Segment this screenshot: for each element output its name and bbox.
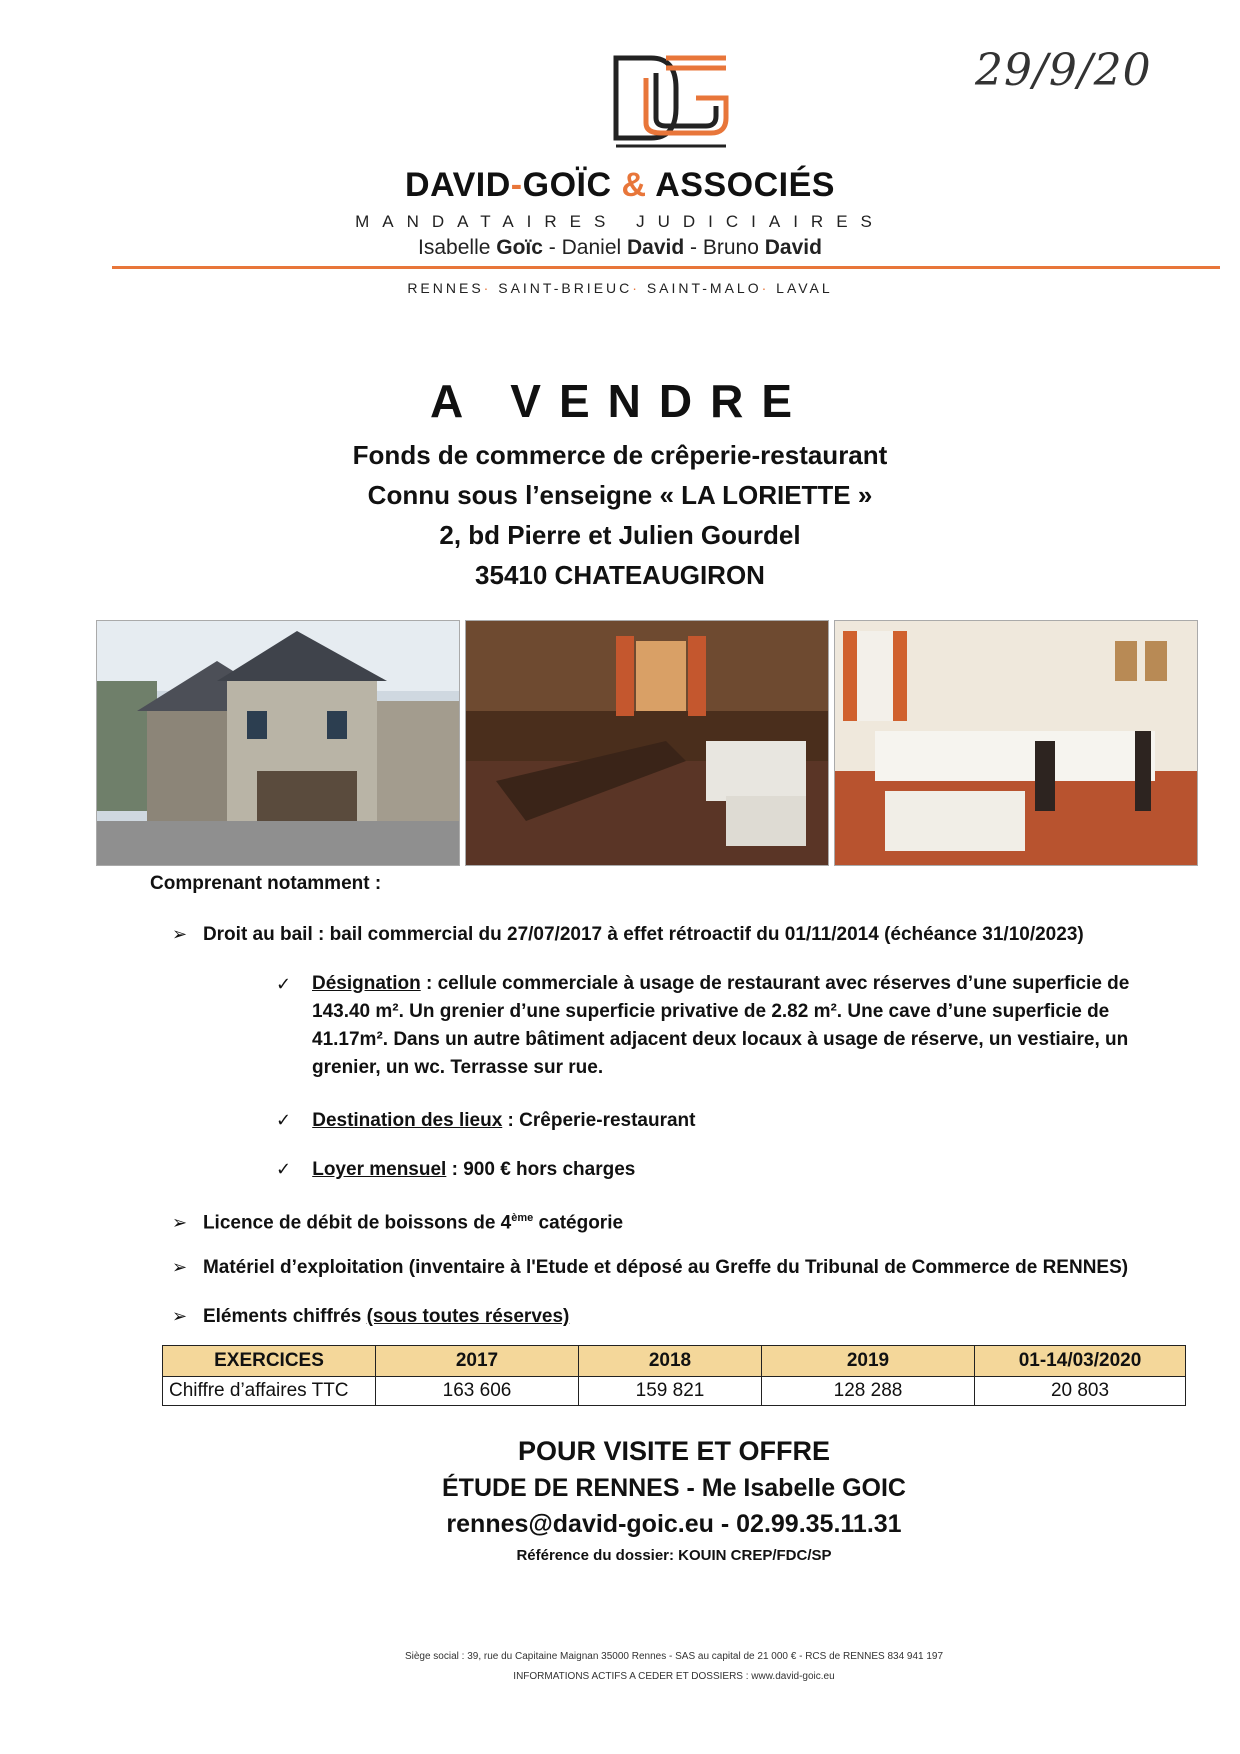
city: SAINT-BRIEUC bbox=[498, 280, 633, 296]
loyer-text: : 900 € hors charges bbox=[446, 1159, 636, 1180]
item-licence bbox=[172, 1204, 623, 1237]
materiel-text: Matériel d’exploitation (inventaire à l'Etude et déposé au Greffe du Tribunal de Commerce de RENNES) bbox=[202, 1257, 1129, 1278]
elements-text: Eléments chiffrés bbox=[202, 1306, 367, 1327]
elements-underlined: (sous toutes réserves) bbox=[366, 1306, 570, 1327]
loyer-label: Loyer mensuel bbox=[312, 1159, 447, 1180]
header-divider bbox=[112, 266, 1220, 269]
table-header: 01-14/03/2020 bbox=[975, 1346, 1186, 1377]
contact-heading: POUR VISITE ET OFFRE bbox=[517, 1436, 831, 1466]
firm-name-part2: GOÏC bbox=[522, 166, 612, 204]
firm-subtitle: MANDATAIRES JUDICIAIRES bbox=[355, 212, 885, 231]
intro-text: Comprenant notamment : bbox=[150, 873, 382, 894]
photo-facade bbox=[96, 620, 460, 866]
firm-ampersand: & bbox=[621, 166, 647, 204]
table-header: 2018 bbox=[579, 1346, 762, 1377]
item-loyer bbox=[276, 1155, 635, 1184]
table-cell: 128 288 bbox=[762, 1377, 975, 1406]
arrow-bullet-icon: ➢ bbox=[172, 1257, 188, 1277]
photo-dining-room-2 bbox=[834, 620, 1198, 866]
table-cell: 159 821 bbox=[579, 1377, 762, 1406]
contact-office: ÉTUDE DE RENNES - Me Isabelle GOIC bbox=[442, 1474, 906, 1502]
designation-line: grenier, un wc. Terrasse sur rue. bbox=[312, 1057, 604, 1078]
page-title: A VENDRE bbox=[430, 375, 810, 427]
title-line-4: 35410 CHATEAUGIRON bbox=[475, 560, 765, 590]
designation-line: : cellule commerciale à usage de restaurant avec réserves d’une superficie de bbox=[420, 973, 1130, 994]
table-header: 2017 bbox=[376, 1346, 579, 1377]
partner-first: Daniel bbox=[561, 236, 622, 259]
photo-dining-room-1 bbox=[465, 620, 829, 866]
item-materiel bbox=[172, 1253, 1128, 1282]
contact-email-phone[interactable]: rennes@david-goic.eu - 02.99.35.11.31 bbox=[446, 1510, 902, 1538]
title-line-2: Connu sous l’enseigne « LA LORIETTE » bbox=[367, 480, 873, 510]
city: LAVAL bbox=[776, 280, 833, 296]
bail-text: bail commercial du 27/07/2017 à effet rétroactif du 01/11/2014 (échéance 31/10/2023) bbox=[324, 924, 1084, 945]
file-reference: Référence du dossier: KOUIN CREP/FDC/SP bbox=[516, 1547, 832, 1564]
arrow-bullet-icon: ➢ bbox=[172, 1212, 188, 1233]
bail-label: Droit au bail : bbox=[202, 924, 325, 945]
city: RENNES bbox=[407, 280, 484, 296]
licence-text: Licence de débit de boissons de 4 bbox=[202, 1212, 512, 1234]
firm-logo bbox=[606, 48, 736, 148]
arrow-bullet-icon: ➢ bbox=[172, 1306, 188, 1326]
table-row bbox=[163, 1377, 1186, 1406]
designation-line: 41.17m². Dans un autre bâtiment adjacent deux locaux à usage de réserve, un vestiaire, un bbox=[312, 1029, 1129, 1050]
firm-name: DAVID-GOÏC & ASSOCIÉS bbox=[405, 166, 835, 204]
item-elements-chiffres bbox=[172, 1302, 569, 1331]
office-cities: RENNES· SAINT-BRIEUC· SAINT-MALO· LAVAL bbox=[407, 280, 833, 296]
table-header: EXERCICES bbox=[163, 1346, 376, 1377]
arrow-bullet-icon: ➢ bbox=[172, 924, 188, 944]
check-icon: ✓ bbox=[276, 974, 292, 994]
table-cell: Chiffre d’affaires TTC bbox=[163, 1377, 376, 1406]
footer-legal: Siège social : 39, rue du Capitaine Maignan 35000 Rennes - SAS au capital de 21 000 € - RCS de RENNES 834 941 197 bbox=[404, 1651, 944, 1662]
table-header-row bbox=[163, 1346, 1186, 1377]
handwritten-date: 29/9/20 bbox=[975, 45, 1152, 96]
footer-website[interactable]: INFORMATIONS ACTIFS A CEDER ET DOSSIERS : www.david-goic.eu bbox=[513, 1671, 835, 1682]
partner-last: David bbox=[627, 236, 685, 259]
item-destination bbox=[276, 1106, 696, 1135]
designation-label: Désignation bbox=[312, 973, 421, 994]
firm-name-part3: ASSOCIÉS bbox=[655, 166, 835, 204]
licence-sup: ème bbox=[511, 1212, 534, 1224]
table-cell: 20 803 bbox=[975, 1377, 1186, 1406]
item-droit-au-bail bbox=[172, 920, 1202, 949]
partner-last: David bbox=[764, 236, 822, 259]
destination-text: : Crêperie-restaurant bbox=[502, 1110, 696, 1131]
licence-text-end: catégorie bbox=[533, 1212, 624, 1234]
revenue-table bbox=[162, 1345, 1186, 1406]
partner-first: Isabelle bbox=[418, 236, 491, 259]
title-line-1: Fonds de commerce de crêperie-restaurant bbox=[352, 440, 888, 470]
check-icon: ✓ bbox=[276, 1110, 292, 1130]
destination-label: Destination des lieux bbox=[312, 1110, 503, 1131]
check-icon: ✓ bbox=[276, 1159, 292, 1179]
item-designation bbox=[276, 970, 1196, 1082]
table-cell: 163 606 bbox=[376, 1377, 579, 1406]
table-header: 2019 bbox=[762, 1346, 975, 1377]
partner-first: Bruno bbox=[702, 236, 759, 259]
city: SAINT-MALO bbox=[646, 280, 762, 296]
firm-partners: Isabelle Goïc - Daniel David - Bruno David bbox=[418, 236, 822, 259]
partner-last: Goïc bbox=[496, 236, 543, 259]
designation-line: 143.40 m². Un grenier d’une superficie privative de 2.82 m². Une cave d’une superficie de bbox=[312, 1001, 1110, 1022]
title-line-3: 2, bd Pierre et Julien Gourdel bbox=[439, 520, 801, 550]
firm-name-part1: DAVID bbox=[405, 166, 511, 204]
